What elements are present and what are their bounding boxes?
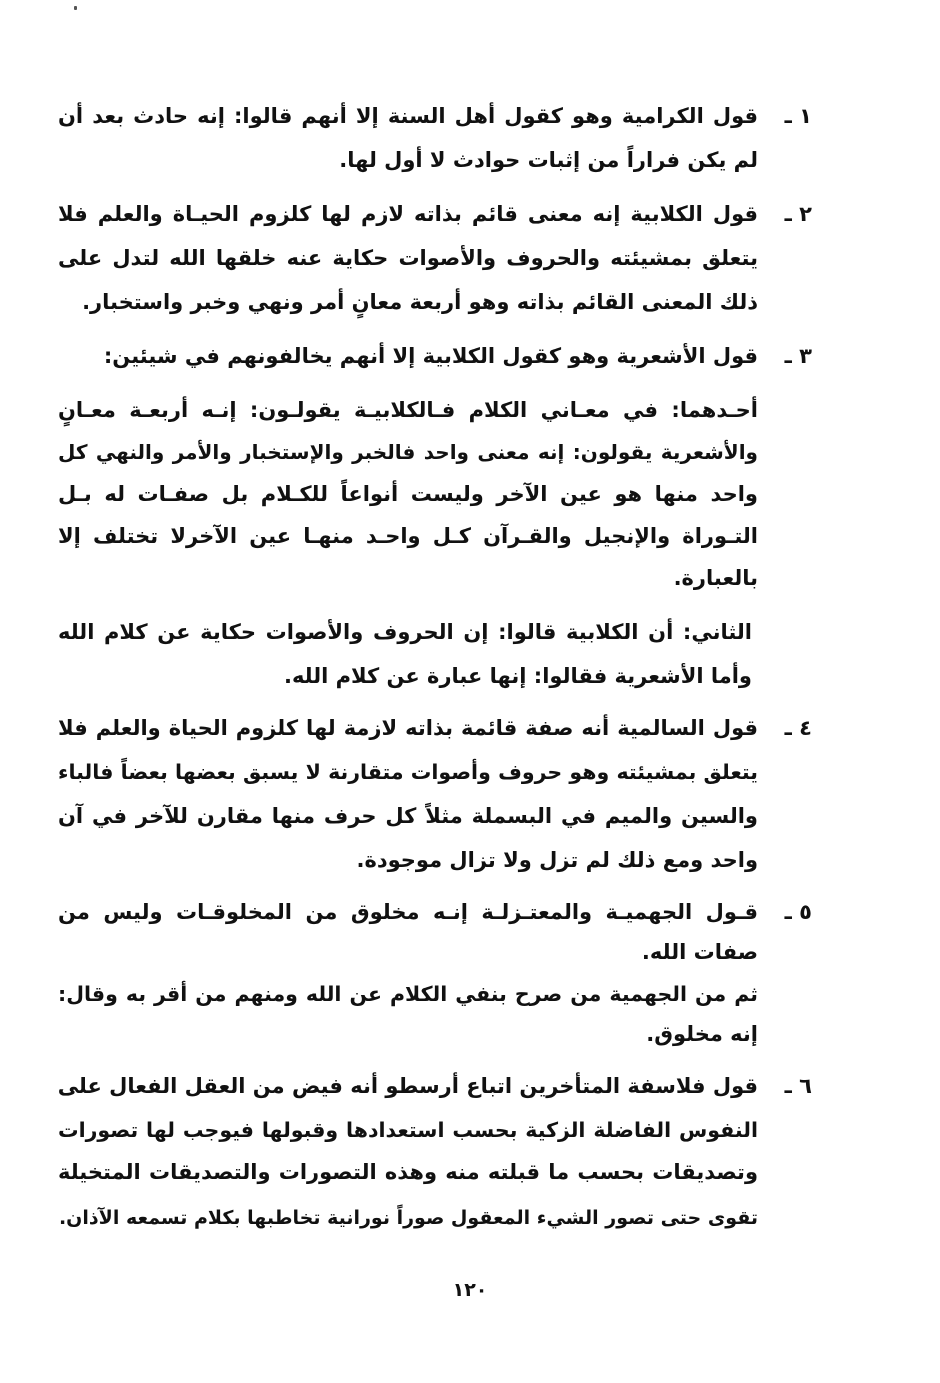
item-2-number: ٢ ـ bbox=[784, 202, 812, 226]
item-6-line-2: النفوس الفاضلة الزكية بحسب استعدادها وقبولها فيوجب لها تصورات bbox=[58, 1118, 758, 1142]
item-3-line-1: قول الأشعرية وهو كقول الكلابية إلا أنهم يخالفونهم في شيئين: bbox=[103, 344, 758, 368]
item-5-number: ٥ ـ bbox=[784, 900, 812, 924]
item-5-line-2: صفات الله. bbox=[641, 940, 758, 964]
item-1-number: ١ ـ bbox=[784, 104, 812, 128]
item-6-line-4: تقوى حتى تصور الشيء المعقول صوراً نورانية تخاطبها بكلام تسمعه الآذان. bbox=[58, 1207, 758, 1229]
item-6-line-3: وتصديقات بحسب ما قبلته منه وهذه التصورات والتصديقات المتخيلة bbox=[58, 1160, 758, 1184]
item-5-line-1: قـول الجهميـة والمعتـزلـة إنـه مخلوق من المخلوقـات وليس من bbox=[58, 900, 758, 924]
item-4-line-2: يتعلق بمشيئته وهو حروف وأصوات متقارنة لا يسبق بعضها بعضاً فالباء bbox=[58, 760, 758, 784]
item-3-first-line-4: التـوراة والإنجيل والقـرآن كـل واحـد منهـا عين الآخرلا تختلف إلا bbox=[58, 524, 758, 548]
item-3-first-line-1: أحـدهما: في معـاني الكلام فـالكلابيـة يقولـون: إنـه أربعـة معـانٍ bbox=[58, 398, 758, 422]
item-4-number: ٤ ـ bbox=[784, 716, 812, 740]
item-3-first-line-5: بالعبارة. bbox=[673, 566, 758, 590]
corner-speck bbox=[74, 6, 77, 10]
item-3-second-line-1: الثاني: أن الكلابية قالوا: إن الحروف والأصوات حكاية عن كلام الله bbox=[58, 620, 752, 644]
item-5-extra-line-2: إنه مخلوق. bbox=[646, 1022, 758, 1046]
item-5-extra-line-1: ثم من الجهمية من صرح بنفي الكلام عن الله ومنهم من أقر به وقال: bbox=[58, 982, 758, 1006]
item-4-line-4: واحد ومع ذلك لم تزل ولا تزال موجودة. bbox=[356, 848, 758, 872]
item-3-first-line-3: واحد منها هو عين الآخر وليست أنواعاً للكـلام بل صفـات له بـل bbox=[58, 482, 758, 506]
item-1-line-2: لم يكن فراراً من إثبات حوادث لا أول لها. bbox=[339, 148, 758, 172]
item-6-number: ٦ ـ bbox=[784, 1074, 812, 1098]
item-4-line-3: والسين والميم في البسملة مثلاً كل حرف منها مقارن للآخر في آن bbox=[58, 804, 758, 828]
item-6-line-1: قول فلاسفة المتأخرين اتباع أرسطو أنه فيض من العقل الفعال على bbox=[57, 1074, 758, 1098]
item-2-line-2: يتعلق بمشيئته والحروف والأصوات حكاية عنه خلقها الله لتدل على bbox=[58, 246, 758, 270]
item-4-line-1: قول السالمية أنه صفة قائمة بذاته لازمة لها كلزوم الحياة والعلم فلا bbox=[58, 716, 758, 740]
item-3-second-line-2: وأما الأشعرية فقالوا: إنها عبارة عن كلام الله. bbox=[283, 664, 752, 688]
item-1-line-1: قول الكرامية وهو كقول أهل السنة إلا أنهم قالوا: إنه حادث بعد أن bbox=[58, 104, 758, 128]
item-3-first-line-2: والأشعرية يقولون: إنه معنى واحد فالخبر والإستخبار والأمر والنهي كل bbox=[58, 440, 758, 464]
page-number: ١٢٠ bbox=[452, 1279, 488, 1301]
item-3-number: ٣ ـ bbox=[784, 344, 812, 368]
item-2-line-3: ذلك المعنى القائم بذاته وهو أربعة معانٍ أمر ونهي وخبر واستخبار. bbox=[82, 290, 758, 314]
item-2-line-1: قول الكلابية إنه معنى قائم بذاته لازم لها كلزوم الحيـاة والعلم فلا bbox=[58, 202, 758, 226]
